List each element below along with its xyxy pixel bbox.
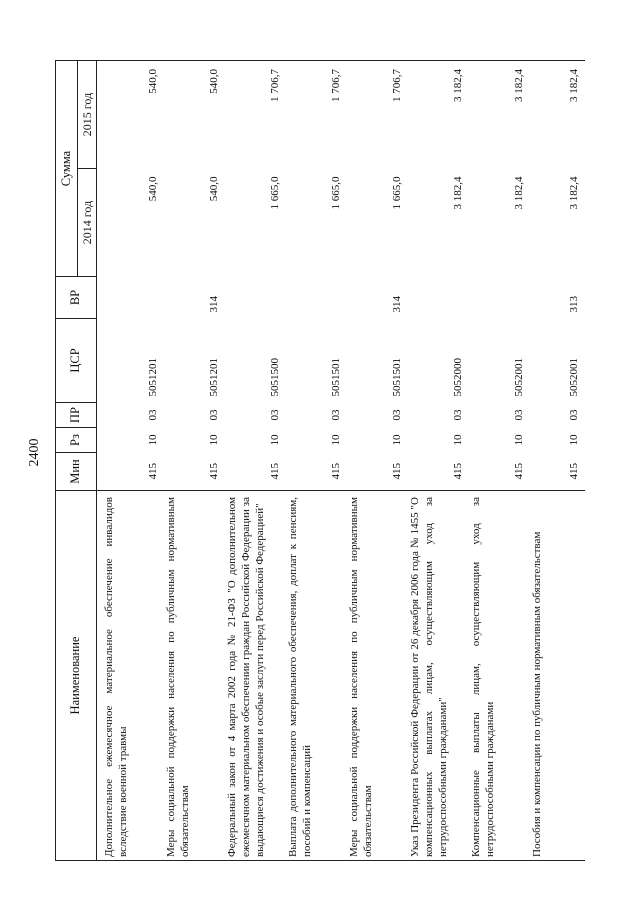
row-sum-2014: 3 182,4	[568, 176, 581, 210]
table-row	[97, 61, 165, 861]
row-vr: 314	[208, 296, 221, 313]
row-min: 415	[391, 463, 404, 480]
row-pr: 03	[452, 409, 465, 421]
row-sum-2014: 3 182,4	[513, 176, 526, 210]
row-pr: 03	[330, 409, 343, 421]
row-name: Дополнительное ежемесячное материальное обеспечение инвалидов вследствие военной травмы	[97, 491, 165, 861]
row-min: 415	[269, 463, 282, 480]
table-row	[469, 61, 530, 861]
row-vr	[225, 277, 286, 319]
header-year-2015: 2015 год	[78, 61, 97, 169]
header-csr: ЦСР	[56, 319, 97, 403]
row-vr	[408, 277, 469, 319]
row-rz: 10	[391, 434, 404, 446]
row-sum-2014: 540,0	[147, 176, 160, 202]
header-name: Наименование	[56, 491, 97, 861]
header-min: Мин	[56, 453, 97, 491]
row-pr: 03	[391, 409, 404, 421]
row-name: Федеральный закон от 4 марта 2002 года № 21-ФЗ "О дополнительном ежемесячном материальном обеспечении граждан Российской Федерации за выдающиеся достижения и особые заслуги перед Российской Федерацией"	[225, 491, 286, 861]
header-pr: ПР	[56, 403, 97, 428]
row-rz: 10	[568, 434, 581, 446]
table-row	[408, 61, 469, 861]
table-row	[225, 61, 286, 861]
row-pr: 03	[568, 409, 581, 421]
row-csr: 5051500	[269, 358, 282, 397]
table-row	[347, 61, 408, 861]
row-min: 415	[452, 463, 465, 480]
row-name: Выплата дополнительного материального обеспечения, доплат к пенсиям, пособий и компенсаций	[286, 491, 347, 861]
table-body	[97, 61, 586, 861]
table-header	[56, 61, 97, 861]
row-rz: 10	[330, 434, 343, 446]
row-sum-2014: 1 665,0	[391, 176, 404, 210]
header-year-2014: 2014 год	[78, 169, 97, 277]
row-name: Пособия и компенсации по публичным нормативным обязательствам	[530, 491, 585, 861]
row-csr: 5052000	[452, 358, 465, 397]
row-vr	[97, 277, 165, 319]
row-sum-2015: 540,0	[97, 61, 165, 169]
row-sum-2015: 1 706,7	[286, 61, 347, 169]
row-rz: 10	[513, 434, 526, 446]
row-sum-2014: 1 665,0	[330, 176, 343, 210]
header-sum: Сумма	[56, 61, 78, 277]
row-min: 415	[330, 463, 343, 480]
row-vr	[286, 277, 347, 319]
row-vr	[469, 277, 530, 319]
row-rz: 10	[147, 434, 160, 446]
row-sum-2014: 1 665,0	[269, 176, 282, 210]
row-pr: 03	[269, 409, 282, 421]
row-rz: 10	[269, 434, 282, 446]
row-sum-2015: 3 182,4	[469, 61, 530, 169]
row-sum-2015: 1 706,7	[347, 61, 408, 169]
budget-table	[55, 60, 585, 861]
header-vr: ВР	[56, 277, 97, 319]
row-sum-2015: 1 706,7	[225, 61, 286, 169]
row-vr: 313	[568, 296, 581, 313]
row-pr: 03	[513, 409, 526, 421]
row-name: Меры социальной поддержки населения по публичным нормативным обязательствам	[164, 491, 225, 861]
row-rz: 10	[208, 434, 221, 446]
row-name: Меры социальной поддержки населения по публичным нормативным обязательствам	[347, 491, 408, 861]
row-name: Указ Президента Российской Федерации от 26 декабря 2006 года № 1455 "О компенсационных выплатах лицам, осуществляющим уход за нетрудоспособными гражданами"	[408, 491, 469, 861]
row-csr: 5052001	[568, 358, 581, 397]
row-pr: 03	[208, 409, 221, 421]
row-min: 415	[147, 463, 160, 480]
table-row	[286, 61, 347, 861]
row-sum-2015: 3 182,4	[530, 61, 585, 169]
row-min: 415	[568, 463, 581, 480]
row-min: 415	[208, 463, 221, 480]
row-csr: 5052001	[513, 358, 526, 397]
row-pr: 03	[147, 409, 160, 421]
row-csr: 5051501	[330, 358, 343, 397]
row-csr: 5051201	[208, 358, 221, 397]
row-csr: 5051501	[391, 358, 404, 397]
table-row	[164, 61, 225, 861]
row-sum-2014: 3 182,4	[452, 176, 465, 210]
row-min: 415	[513, 463, 526, 480]
page-number: 2400	[27, 438, 42, 467]
row-vr: 314	[391, 296, 404, 313]
row-sum-2015: 540,0	[164, 61, 225, 169]
table-row	[530, 61, 585, 861]
header-rz: Рз	[56, 428, 97, 453]
row-name: Компенсационные выплаты лицам, осуществляющим уход за нетрудоспособными гражданами	[469, 491, 530, 861]
row-csr: 5051201	[147, 358, 160, 397]
row-sum-2015: 3 182,4	[408, 61, 469, 169]
row-sum-2014: 540,0	[208, 176, 221, 202]
row-rz: 10	[452, 434, 465, 446]
